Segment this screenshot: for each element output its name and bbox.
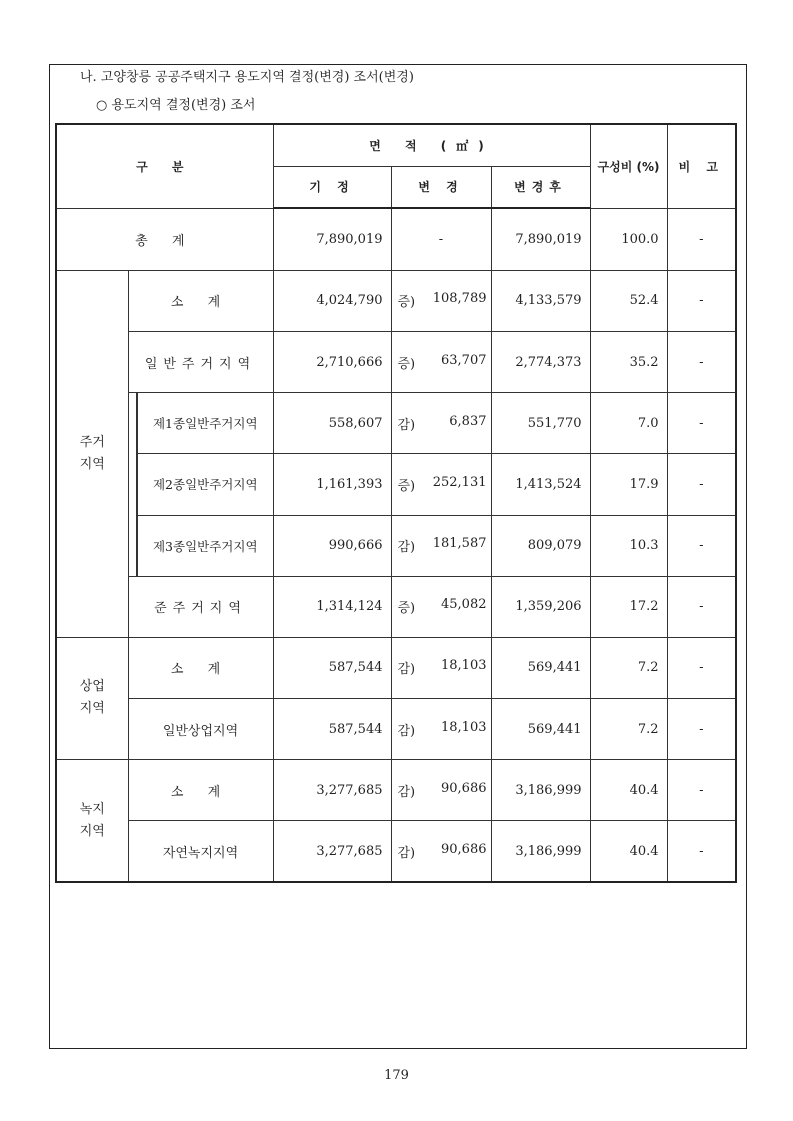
cell-note: -: [667, 332, 736, 393]
cell-ratio: 7.2: [590, 637, 667, 698]
cell-change: 감) 18,103: [391, 637, 491, 698]
table-row: [56, 698, 736, 759]
header-change: 변 경: [391, 166, 491, 208]
cell-note: -: [667, 698, 736, 759]
cell-change: 증) 45,082: [391, 576, 491, 637]
cell-change: -: [391, 208, 491, 270]
header-ratio: 구성비 (%): [590, 124, 667, 208]
indent-spacer: [128, 393, 137, 576]
header-area: 면 적 (㎡): [273, 124, 590, 166]
header-after: 변경후: [491, 166, 590, 208]
row-label: 일반상업지역: [128, 698, 273, 759]
header-category: 구 분: [56, 124, 273, 208]
group-label-green: 녹지지역: [56, 760, 128, 882]
group-label-residential: 주거지역: [56, 270, 128, 637]
cell-existing: 587,544: [273, 637, 391, 698]
table-row: [56, 332, 736, 393]
cell-existing: 1,161,393: [273, 454, 391, 515]
row-label: 제2종일반주거지역: [137, 454, 273, 515]
row-label: 소 계: [128, 637, 273, 698]
row-label: 제3종일반주거지역: [137, 515, 273, 576]
cell-note: -: [667, 637, 736, 698]
cell-after: 4,133,579: [491, 270, 590, 331]
cell-ratio: 17.9: [590, 454, 667, 515]
cell-existing: 4,024,790: [273, 270, 391, 331]
table-row: [56, 270, 736, 331]
header-existing: 기 정: [273, 166, 391, 208]
cell-change: 감) 90,686: [391, 821, 491, 882]
row-label: 일반주거지역: [128, 332, 273, 393]
zoning-table: [55, 123, 737, 883]
table-row: [56, 393, 736, 454]
cell-note: -: [667, 515, 736, 576]
row-label: 총 계: [56, 208, 273, 270]
table-row: [56, 637, 736, 698]
subsection-heading: ○ 용도지역 결정(변경) 조서: [96, 98, 256, 113]
cell-change: 증) 252,131: [391, 454, 491, 515]
cell-existing: 558,607: [273, 393, 391, 454]
row-label: 제1종일반주거지역: [137, 393, 273, 454]
table-row: [56, 208, 736, 270]
cell-note: -: [667, 821, 736, 882]
cell-existing: 7,890,019: [273, 208, 391, 270]
cell-note: -: [667, 454, 736, 515]
cell-after: 3,186,999: [491, 821, 590, 882]
table-row: [56, 821, 736, 882]
cell-after: 2,774,373: [491, 332, 590, 393]
row-label: 소 계: [128, 760, 273, 821]
cell-change: 감) 90,686: [391, 760, 491, 821]
cell-ratio: 10.3: [590, 515, 667, 576]
group-label-commercial: 상업지역: [56, 637, 128, 759]
cell-change: 증) 63,707: [391, 332, 491, 393]
cell-change: 증) 108,789: [391, 270, 491, 331]
cell-after: 7,890,019: [491, 208, 590, 270]
header-note: 비 고: [667, 124, 736, 208]
cell-after: 1,413,524: [491, 454, 590, 515]
cell-after: 569,441: [491, 698, 590, 759]
cell-existing: 587,544: [273, 698, 391, 759]
cell-existing: 1,314,124: [273, 576, 391, 637]
table-row: [56, 760, 736, 821]
cell-note: -: [667, 760, 736, 821]
section-heading: 나. 고양창릉 공공주택지구 용도지역 결정(변경) 조서(변경): [80, 70, 414, 85]
cell-ratio: 17.2: [590, 576, 667, 637]
cell-after: 569,441: [491, 637, 590, 698]
cell-ratio: 7.0: [590, 393, 667, 454]
cell-ratio: 40.4: [590, 760, 667, 821]
page-number: 179: [384, 1068, 409, 1083]
cell-ratio: 35.2: [590, 332, 667, 393]
table-row: [56, 576, 736, 637]
cell-change: 감) 181,587: [391, 515, 491, 576]
row-label: 준주거지역: [128, 576, 273, 637]
cell-after: 1,359,206: [491, 576, 590, 637]
cell-change: 감) 18,103: [391, 698, 491, 759]
cell-note: -: [667, 208, 736, 270]
cell-change: 감) 6,837: [391, 393, 491, 454]
cell-ratio: 40.4: [590, 821, 667, 882]
cell-note: -: [667, 393, 736, 454]
cell-existing: 990,666: [273, 515, 391, 576]
cell-existing: 3,277,685: [273, 760, 391, 821]
cell-existing: 3,277,685: [273, 821, 391, 882]
cell-after: 3,186,999: [491, 760, 590, 821]
row-label: 소 계: [128, 270, 273, 331]
cell-ratio: 7.2: [590, 698, 667, 759]
table-row: [56, 515, 736, 576]
cell-after: 809,079: [491, 515, 590, 576]
row-label: 자연녹지지역: [128, 821, 273, 882]
cell-note: -: [667, 576, 736, 637]
cell-existing: 2,710,666: [273, 332, 391, 393]
table-row: [56, 454, 736, 515]
cell-after: 551,770: [491, 393, 590, 454]
cell-note: -: [667, 270, 736, 331]
cell-ratio: 52.4: [590, 270, 667, 331]
cell-ratio: 100.0: [590, 208, 667, 270]
